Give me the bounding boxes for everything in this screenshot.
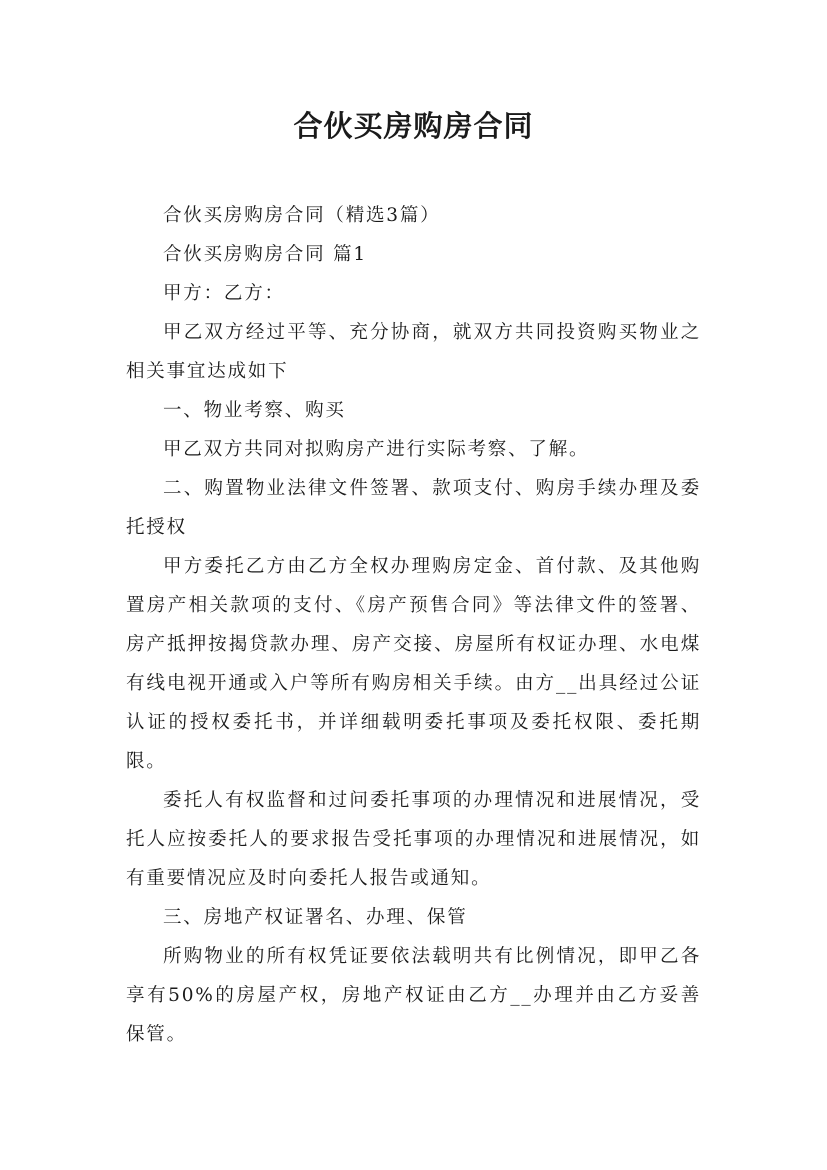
paragraph-clause-2-continued: 委托人有权监督和过问委托事项的办理情况和进展情况，受托人应按委托人的要求报告受托事项的办理情况和进展情况，如有重要情况应及时向委托人报告或通知。 — [126, 790, 701, 889]
paragraph-heading-3: 三、房地产权证署名、办理、保管 — [163, 907, 468, 928]
paragraph-heading-1: 一、物业考察、购买 — [163, 400, 346, 421]
document-body — [126, 196, 701, 1054]
paragraph-parties: 甲方：乙方： — [163, 283, 285, 304]
paragraph-subtitle: 合伙买房购房合同（精选3篇） — [163, 205, 441, 226]
paragraph-clause-1: 甲乙双方共同对拟购房产进行实际考察、了解。 — [163, 439, 590, 460]
paragraph-section-heading: 合伙买房购房合同 篇1 — [163, 244, 367, 265]
paragraph-heading-2: 二、购置物业法律文件签署、款项支付、购房手续办理及委托授权 — [126, 478, 701, 538]
paragraph-clause-3: 所购物业的所有权凭证要依法载明共有比例情况，即甲乙各享有50%的房屋产权，房地产权证由乙方__办理并由乙方妥善保管。 — [126, 946, 701, 1045]
paragraph-preamble: 甲乙双方经过平等、充分协商，就双方共同投资购买物业之相关事宜达成如下 — [126, 322, 701, 382]
document-title: 合伙买房购房合同 — [293, 109, 534, 143]
paragraph-clause-2: 甲方委托乙方由乙方全权办理购房定金、首付款、及其他购置房产相关款项的支付、《房产预售合同》等法律文件的签署、房产抵押按揭贷款办理、房产交接、房屋所有权证办理、水电煤有线电视开通或入户等所有购房相关手续。由方__出具经过公证认证的授权委托书，并详细载明委托事项及委托权限、委托期限。 — [126, 556, 701, 772]
